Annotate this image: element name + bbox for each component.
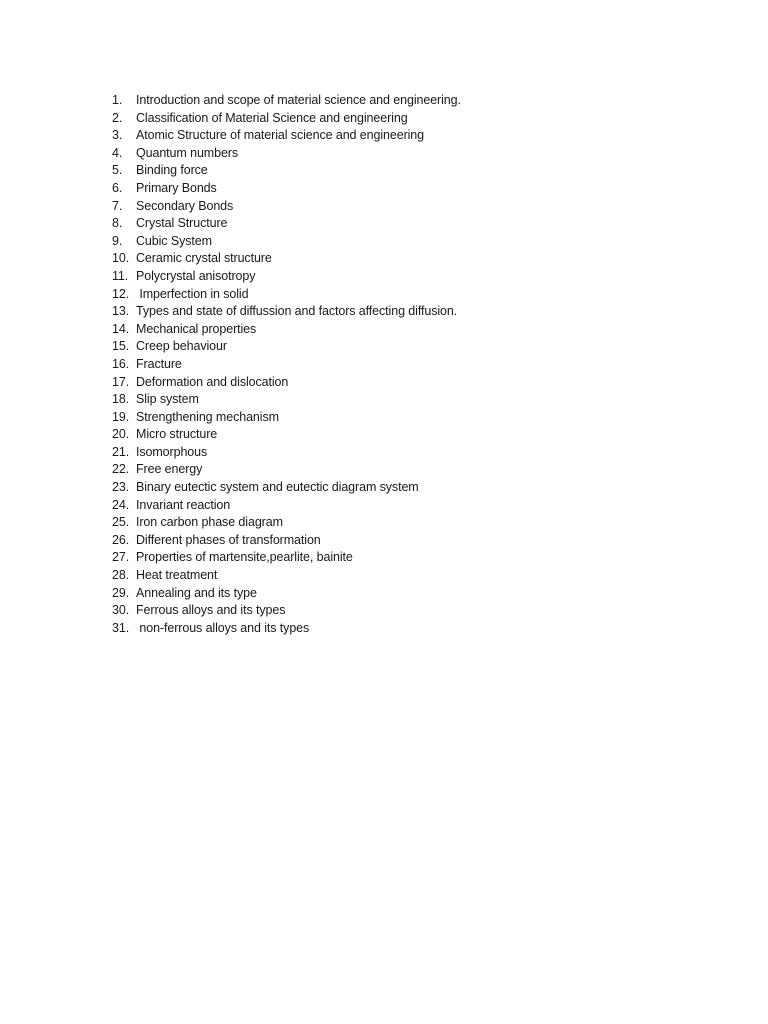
list-item bbox=[112, 497, 461, 515]
item-text: Mechanical properties bbox=[136, 321, 257, 336]
list-item bbox=[112, 110, 461, 128]
list-item bbox=[112, 198, 461, 216]
item-text: Polycrystal anisotropy bbox=[136, 268, 256, 283]
item-number: 12. bbox=[112, 286, 130, 301]
list-item bbox=[112, 145, 461, 163]
item-text: Deformation and dislocation bbox=[136, 374, 289, 389]
item-number: 9. bbox=[112, 233, 123, 248]
item-text: Ceramic crystal structure bbox=[136, 251, 272, 266]
list-item bbox=[112, 426, 461, 444]
list-item bbox=[112, 303, 461, 321]
list-item bbox=[112, 532, 461, 550]
item-text: Ferrous alloys and its types bbox=[136, 603, 286, 618]
item-text: Types and state of diffussion and factors affecting diffusion. bbox=[136, 304, 458, 319]
item-number: 4. bbox=[112, 145, 123, 160]
list-item bbox=[112, 374, 461, 392]
item-number: 3. bbox=[112, 128, 123, 143]
item-number: 18. bbox=[112, 392, 130, 407]
item-text: Fracture bbox=[136, 356, 182, 371]
item-text: Iron carbon phase diagram bbox=[136, 515, 283, 530]
item-text: Micro structure bbox=[136, 427, 218, 442]
list-item bbox=[112, 180, 461, 198]
list-item bbox=[112, 250, 461, 268]
item-number: 15. bbox=[112, 339, 130, 354]
item-text: Atomic Structure of material science and engineering bbox=[136, 128, 425, 143]
list-item bbox=[112, 92, 461, 110]
item-text: Imperfection in solid bbox=[136, 286, 249, 301]
item-number: 23. bbox=[112, 480, 130, 495]
item-text: Slip system bbox=[136, 392, 199, 407]
list-item bbox=[112, 479, 461, 497]
list-item bbox=[112, 567, 461, 585]
list-item bbox=[112, 286, 461, 304]
list-item bbox=[112, 585, 461, 603]
item-number: 6. bbox=[112, 180, 123, 195]
item-number: 7. bbox=[112, 198, 123, 213]
item-number: 17. bbox=[112, 374, 130, 389]
list-item bbox=[112, 514, 461, 532]
item-text: Cubic System bbox=[136, 233, 212, 248]
topic-list bbox=[112, 92, 461, 637]
item-text: Heat treatment bbox=[136, 568, 218, 583]
item-number: 1. bbox=[112, 93, 123, 107]
item-text: Classification of Material Science and engineering bbox=[136, 110, 408, 125]
list-item bbox=[112, 162, 461, 180]
list-item bbox=[112, 356, 461, 374]
item-number: 29. bbox=[112, 585, 130, 600]
item-text: non-ferrous alloys and its types bbox=[136, 620, 310, 635]
item-number: 14. bbox=[112, 321, 130, 336]
item-text: Quantum numbers bbox=[136, 145, 239, 160]
item-number: 11. bbox=[112, 268, 129, 283]
item-text: Free energy bbox=[136, 462, 203, 477]
item-text: Secondary Bonds bbox=[136, 198, 234, 213]
item-text: Primary Bonds bbox=[136, 180, 217, 195]
list-item bbox=[112, 444, 461, 462]
list-item bbox=[112, 602, 461, 620]
item-number: 5. bbox=[112, 163, 123, 178]
item-text: Invariant reaction bbox=[136, 497, 231, 512]
item-text: Strengthening mechanism bbox=[136, 409, 279, 424]
item-number: 25. bbox=[112, 515, 130, 530]
item-text: Crystal Structure bbox=[136, 216, 228, 231]
item-number: 8. bbox=[112, 216, 123, 231]
item-text: Creep behaviour bbox=[136, 339, 227, 354]
list-item bbox=[112, 268, 461, 286]
item-number: 2. bbox=[112, 110, 123, 125]
list-item bbox=[112, 391, 461, 409]
item-number: 28. bbox=[112, 568, 130, 583]
item-number: 24. bbox=[112, 497, 130, 512]
list-item bbox=[112, 127, 461, 145]
item-number: 27. bbox=[112, 550, 130, 565]
list-item bbox=[112, 409, 461, 427]
item-number: 26. bbox=[112, 532, 130, 547]
item-number: 20. bbox=[112, 427, 130, 442]
item-number: 21. bbox=[112, 444, 130, 459]
item-text: Binary eutectic system and eutectic diagram system bbox=[136, 480, 419, 495]
list-item bbox=[112, 549, 461, 567]
item-text: Binding force bbox=[136, 163, 208, 178]
list-item bbox=[112, 620, 461, 638]
item-text: Properties of martensite,pearlite, bainite bbox=[136, 550, 353, 565]
item-text: Introduction and scope of material science and engineering. bbox=[136, 93, 461, 107]
item-number: 31. bbox=[112, 620, 130, 635]
list-item bbox=[112, 338, 461, 356]
item-number: 10. bbox=[112, 251, 130, 266]
list-item bbox=[112, 215, 461, 233]
list-item bbox=[112, 321, 461, 339]
item-number: 13. bbox=[112, 304, 130, 319]
list-item bbox=[112, 233, 461, 251]
item-text: Different phases of transformation bbox=[136, 532, 321, 547]
item-text: Annealing and its type bbox=[136, 585, 257, 600]
item-number: 30. bbox=[112, 603, 130, 618]
item-number: 16. bbox=[112, 356, 130, 371]
item-number: 22. bbox=[112, 462, 130, 477]
list-item bbox=[112, 461, 461, 479]
item-number: 19. bbox=[112, 409, 130, 424]
item-text: Isomorphous bbox=[136, 444, 208, 459]
